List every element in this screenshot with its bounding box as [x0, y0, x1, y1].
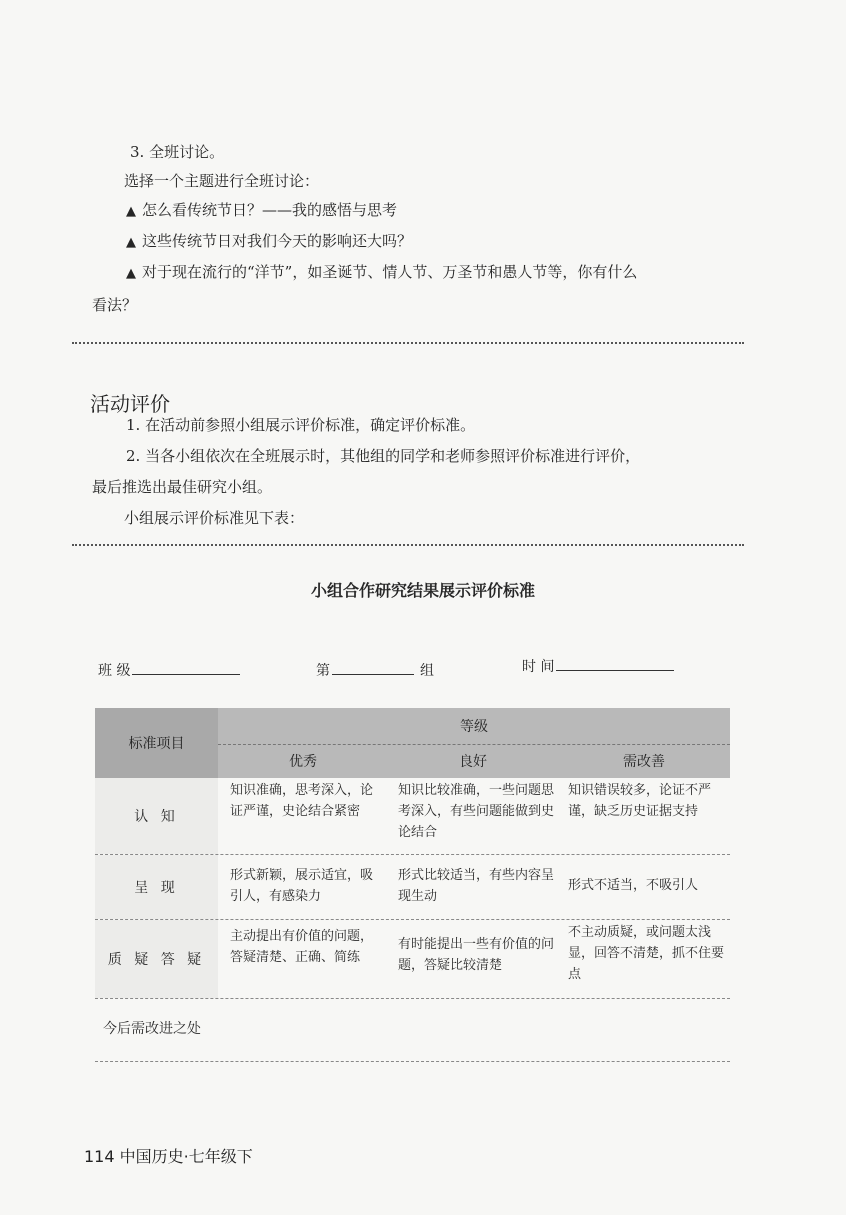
- discussion-step: 3. 全班讨论。: [130, 143, 225, 161]
- evaluation-item-2: 2. 当各小组依次在全班展示时，其他组的同学和老师参照评价标准进行评价，: [126, 447, 641, 465]
- discussion-intro: 选择一个主题进行全班讨论：: [124, 172, 320, 190]
- table-title: 小组合作研究结果展示评价标准: [310, 581, 535, 600]
- cell-excellent: 主动提出有价值的问题，答疑清楚、正确、简练: [230, 929, 374, 965]
- row-label: 认 知: [95, 778, 218, 854]
- time-blank[interactable]: [556, 656, 674, 671]
- header-criteria: 标准项目: [95, 708, 218, 778]
- group-field: 第 组: [316, 660, 434, 680]
- discussion-topic-1: ▲ 怎么看传统节日？——我的感悟与思考: [126, 201, 398, 219]
- cell-good: 有时能提出一些有价值的问题，答疑比较清楚: [398, 937, 555, 973]
- evaluation-table: [95, 708, 730, 1062]
- header-grade: 等级: [218, 708, 730, 745]
- time-field: 时 间: [522, 656, 674, 676]
- class-blank[interactable]: [132, 660, 240, 675]
- bullet-triangle-icon: ▲: [126, 204, 136, 219]
- book-title: 中国历史·七年级下: [119, 1147, 253, 1166]
- table-row: [95, 920, 730, 999]
- discussion-topic-3: ▲ 对于现在流行的“洋节”，如圣诞节、情人节、万圣节和愚人节等，你有什么: [126, 263, 638, 281]
- discussion-topic-3-cont: 看法？: [92, 296, 138, 314]
- class-field: 班 级: [98, 660, 240, 680]
- row-label: 呈 现: [95, 855, 218, 919]
- cell-excellent: 知识准确，思考深入，论证严谨，史论结合紧密: [230, 783, 374, 819]
- cell-good: 形式比较适当，有些内容呈现生动: [398, 868, 555, 904]
- header-good: 良好: [459, 754, 487, 770]
- cell-improve: 知识错误较多，论证不严谨，缺乏历史证据支持: [568, 783, 712, 819]
- bullet-triangle-icon: ▲: [126, 266, 136, 281]
- page-number: 114: [84, 1147, 115, 1166]
- table-row: [95, 855, 730, 920]
- evaluation-item-2-cont: 最后推选出最佳研究小组。: [92, 478, 273, 496]
- dotted-divider: [72, 544, 744, 546]
- bullet-triangle-icon: ▲: [126, 235, 136, 250]
- group-blank[interactable]: [332, 660, 414, 675]
- dotted-divider: [72, 342, 744, 344]
- header-improve: 需改善: [623, 754, 665, 770]
- page-footer: [84, 1144, 253, 1167]
- cell-good: 知识比较准确，一些问题思考深入，有些问题能做到史论结合: [398, 783, 555, 840]
- discussion-topic-2: ▲ 这些传统节日对我们今天的影响还大吗？: [126, 232, 413, 250]
- cell-excellent: 形式新颖，展示适宜，吸引人，有感染力: [230, 868, 374, 904]
- evaluation-item-1: 1. 在活动前参照小组展示评价标准，确定评价标准。: [126, 416, 476, 434]
- cell-improve: 形式不适当，不吸引人: [568, 878, 699, 893]
- improvements-label: 今后需改进之处: [103, 1021, 201, 1037]
- cell-improve: 不主动质疑，或问题太浅显，回答不清楚，抓不住要点: [568, 925, 725, 982]
- table-header: [95, 708, 730, 778]
- table-row: [95, 778, 730, 855]
- header-excellent: 优秀: [289, 754, 317, 770]
- improvements-row: [95, 999, 730, 1062]
- row-label: 质 疑 答 疑: [95, 920, 218, 998]
- evaluation-see-table: 小组展示评价标准见下表：: [124, 509, 305, 527]
- section-title: 活动评价: [90, 392, 170, 416]
